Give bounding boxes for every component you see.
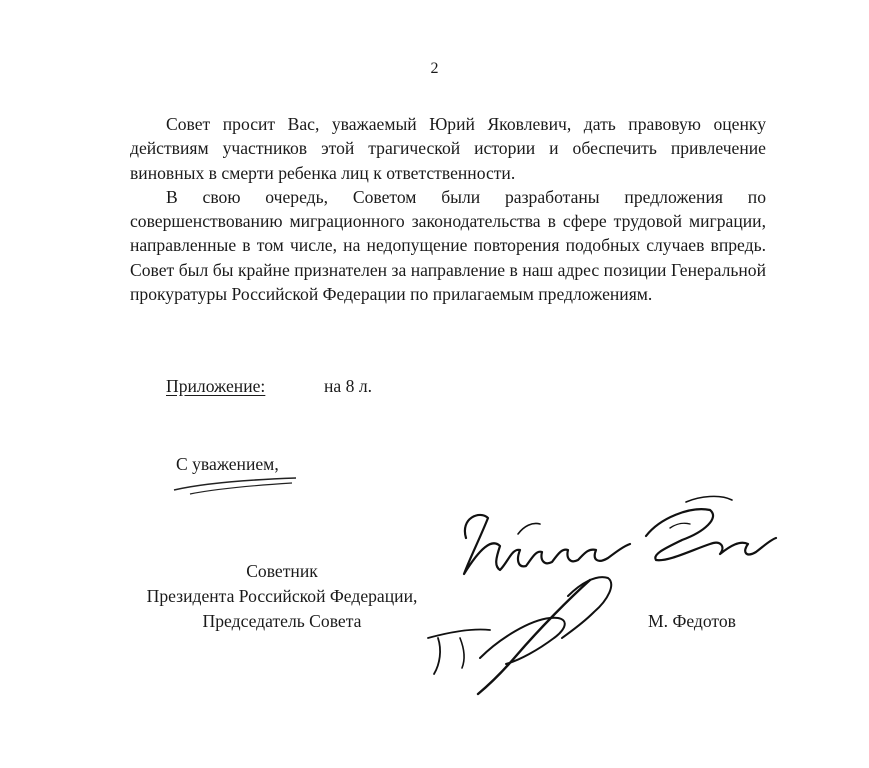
handwritten-signature (420, 488, 780, 700)
letter-body (130, 112, 766, 306)
attachment-line (166, 374, 372, 398)
attachment-value: на 8 л. (324, 376, 372, 396)
signatory-title-line: Советник (246, 561, 318, 581)
paragraph-proposals: В свою очередь, Советом были разработаны предложения по совершенствованию миграционного законодательства в сфере трудовой миграции, направленные в том числе, на недопущение повторения подобных случаев впредь. Совет был бы крайне признателен за направление в наш адрес позиции Генеральной прокуратуры Российской Федерации по прилагаемым предложениям. (130, 186, 766, 305)
attachment-label: Приложение: (166, 376, 266, 396)
closing-flourish (170, 470, 300, 496)
closing-phrase: С уважением, (176, 454, 279, 474)
signatory-title-line: Председатель Совета (202, 611, 362, 631)
signatory-title (100, 559, 464, 634)
page-number: 2 (430, 60, 439, 77)
signatory-name: М. Федотов (648, 611, 736, 631)
paragraph-request: Совет просит Вас, уважаемый Юрий Яковлевич, дать правовую оценку действиям участников этой трагической истории и обеспечить привлечение виновных в смерти ребенка лиц к ответственности. (130, 114, 766, 183)
signatory-title-line: Президента Российской Федерации, (146, 586, 418, 606)
